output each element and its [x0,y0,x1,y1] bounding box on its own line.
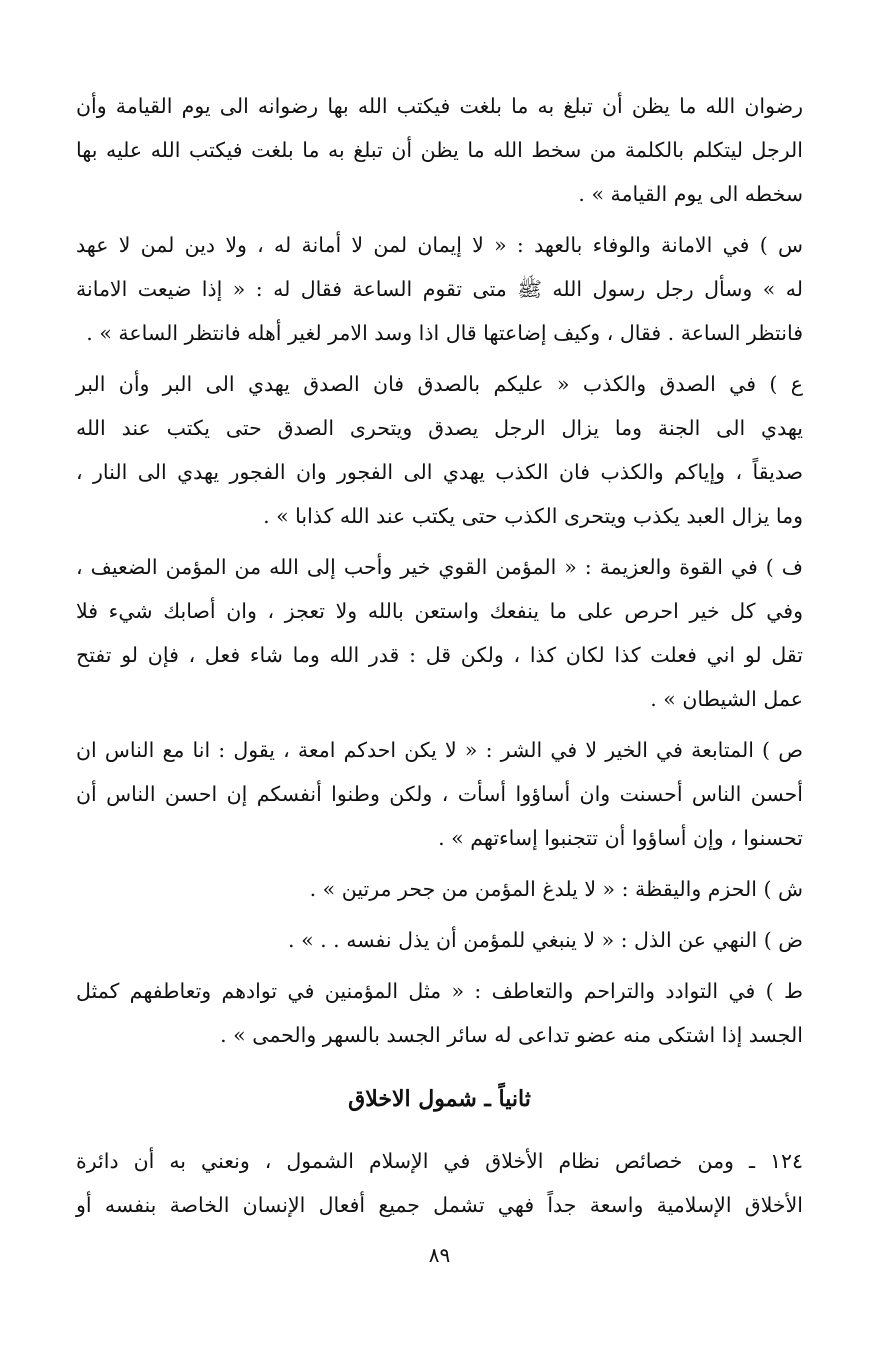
text-line: له » وسأل رجل رسول الله ﷺ متى تقوم الساعة فقال له : « إذا ضيعت الامانة [76,277,803,301]
paragraph-vigilance [76,867,803,911]
paragraph-dignity [76,918,803,962]
text-line: سخطه الى يوم القيامة » . [578,182,803,206]
text-line: وما يزال العبد يكذب ويتحرى الكذب حتى يكتب عند الله كذابا » . [263,504,803,528]
text-line: ع ) في الصدق والكذب « عليكم بالصدق فان الصدق يهدي الى البر وأن البر [76,372,803,396]
text-line: ض ) النهي عن الذل : « لا ينبغي للمؤمن أن يذل نفسه . . » . [288,928,803,952]
text-line: وفي كل خير احرص على ما ينفعك واستعن بالله ولا تعجز ، وان أصابك شيء فلا [76,599,803,623]
section-heading: ثانياً ـ شمول الاخلاق [348,1086,531,1112]
paragraph-trust [76,223,803,355]
text-line: تقل لو اني فعلت كذا لكان كذا ، ولكن قل : قدر الله وما شاء فعل ، فإن لو تفتح [76,643,803,667]
paragraph-compassion [76,969,803,1057]
text-line: ص ) المتابعة في الخير لا في الشر : « لا يكن احدكم امعة ، يقول : انا مع الناس ان [76,738,803,762]
paragraph-truthfulness [76,362,803,538]
paragraph-continuation [76,84,803,216]
text-line: ط ) في التوادد والتراحم والتعاطف : « مثل المؤمنين في توادهم وتعاطفهم كمثل [76,979,803,1003]
paragraph-comprehensiveness [76,1139,803,1227]
text-line: ش ) الحزم واليقظة : « لا يلدغ المؤمن من جحر مرتين » . [309,877,803,901]
text-line: الأخلاق الإسلامية واسعة جداً فهي تشمل جميع أفعال الإنسان الخاصة بنفسه أو [76,1193,803,1217]
paragraph-following [76,728,803,860]
text-line: رضوان الله ما يظن أن تبلغ به ما بلغت فيكتب الله بها رضوانه الى يوم القيامة وأن [76,94,803,118]
text-line: عمل الشيطان » . [650,687,803,711]
text-line: تحسنوا ، وإن أساؤوا أن تتجنبوا إساءتهم » . [438,826,803,850]
text-line: س ) في الامانة والوفاء بالعهد : « لا إيمان لمن لا أمانة له ، ولا دين لمن لا عهد [76,233,803,257]
text-line: ١٢٤ ـ ومن خصائص نظام الأخلاق في الإسلام الشمول ، ونعني به أن دائرة [76,1149,803,1173]
paragraph-strength [76,545,803,721]
text-line: فانتظر الساعة . فقال ، وكيف إضاعتها قال اذا وسد الامر لغير أهله فانتظر الساعة » . [86,321,803,345]
text-line: الرجل ليتكلم بالكلمة من سخط الله ما يظن أن تبلغ به ما بلغت فيكتب الله عليه بها [76,138,803,162]
text-line: يهدي الى الجنة وما يزال الرجل يصدق ويتحرى الصدق حتى يكتب عند الله [76,416,803,440]
text-line: الجسد إذا اشتكى منه عضو تداعى له سائر الجسد بالسهر والحمى » . [220,1023,803,1047]
text-line: ف ) في القوة والعزيمة : « المؤمن القوي خير وأحب إلى الله من المؤمن الضعيف ، [76,555,803,579]
text-line: صديقاً ، وإياكم والكذب فان الكذب يهدي الى الفجور وان الفجور يهدي الى النار ، [76,460,803,484]
page-number: ٨٩ [428,1243,451,1267]
page-body [76,84,803,1234]
text-line: أحسن الناس أحسنت وان أساؤوا أسأت ، ولكن وطنوا أنفسكم إن احسن الناس أن [76,782,803,806]
